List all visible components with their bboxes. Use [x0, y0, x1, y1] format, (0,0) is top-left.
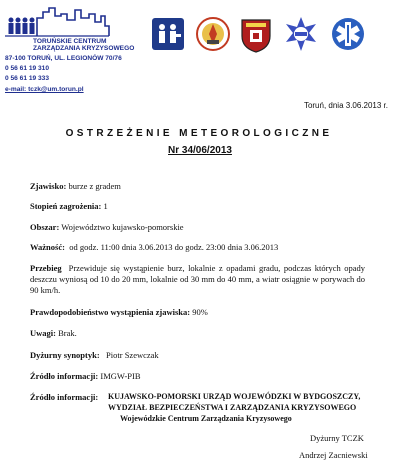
field-zrodlo-1: [30, 371, 141, 381]
field-value: IMGW-PIB: [100, 371, 141, 381]
fire-brigade-icon: [195, 16, 231, 52]
field-label: Uwagi:: [30, 328, 56, 338]
document-date: Toruń, dnia 3.06.2013 r.: [303, 101, 388, 110]
field-label: Źródło informacji:: [30, 392, 99, 402]
document-number-text: Nr 34/06/2013: [168, 145, 232, 156]
field-value: od godz. 11:00 dnia 3.06.2013 do godz. 23:00 dnia 3.06.2013: [69, 242, 279, 252]
field-value: 90%: [192, 307, 208, 317]
field-zjawisko: [30, 181, 121, 191]
letterhead: [0, 0, 400, 100]
field-label: Prawdopodobieństwo wystąpienia zjawiska:: [30, 307, 191, 317]
field-value: Brak.: [58, 328, 77, 338]
field-waznosc: [30, 242, 278, 252]
org-phone-2: 0 56 61 19 333: [5, 75, 49, 82]
field-synoptyk: [30, 350, 159, 360]
field-uwagi: [30, 328, 77, 338]
field-przebieg: [30, 263, 365, 296]
signature-name: Andrzej Zacniewski: [299, 450, 368, 460]
document-number: [0, 146, 400, 156]
ambulance-star-of-life-icon: [330, 16, 366, 52]
field-label: Źródło informacji:: [30, 371, 99, 381]
field-value: Województwo kujawsko-pomorskie: [61, 222, 184, 232]
field-stopien: [30, 201, 108, 211]
straz-miejska-badge: [238, 16, 274, 52]
org-name-line1: TORUŃSKIE CENTRUM: [33, 38, 107, 45]
field-value: Przewiduje się wystąpienie burz, lokalnie z opadami gradu, podczas których opady deszczu wyniosą od 10 do 20 mm, lokalnie od 30 mm do 40 mm, a wiatr osiągnie w porywach do 90 km/h.: [30, 263, 365, 295]
field-zrodlo-2-line3: Wojewódzkie Centrum Zarządzania Kryzysowego: [120, 414, 292, 423]
field-label: Przebieg: [30, 263, 62, 273]
field-label: Zjawisko:: [30, 181, 67, 191]
field-value: 1: [103, 201, 108, 211]
tczk-logo: [5, 6, 140, 96]
page-title: OSTRZEŻENIE METEOROLOGICZNE: [65, 128, 333, 139]
org-email: e-mail: tczk@um.torun.pl: [5, 86, 84, 93]
field-label: Dyżurny synoptyk:: [30, 350, 100, 360]
police-star-icon: [283, 16, 319, 52]
org-name-line2: ZARZĄDZANIA KRYZYSOWEGO: [33, 45, 135, 52]
field-value: Piotr Szewczak: [106, 350, 159, 360]
field-prawdopodobienstwo: [30, 307, 208, 317]
field-label: Ważność:: [30, 242, 65, 252]
field-label: Stopień zagrożenia:: [30, 201, 102, 211]
field-value: burze z gradem: [68, 181, 121, 191]
field-zrodlo-2-line2: WYDZIAŁ BEZPIECZEŃSTWA I ZARZĄDZANIA KRYZYSOWEGO: [108, 403, 357, 412]
field-obszar: [30, 222, 184, 232]
field-zrodlo-2-label: [30, 392, 98, 402]
police-rescue-icon: [150, 16, 186, 52]
org-address: 87-100 TORUŃ, UL. LEGIONÓW 70/76: [5, 55, 122, 62]
signature-role: Dyżurny TCZK: [310, 433, 364, 443]
field-zrodlo-2-line1: KUJAWSKO-POMORSKI URZĄD WOJEWÓDZKI W BYDGOSZCZY,: [108, 392, 361, 401]
field-label: Obszar:: [30, 222, 60, 232]
org-phone-1: 0 56 61 19 310: [5, 65, 49, 72]
